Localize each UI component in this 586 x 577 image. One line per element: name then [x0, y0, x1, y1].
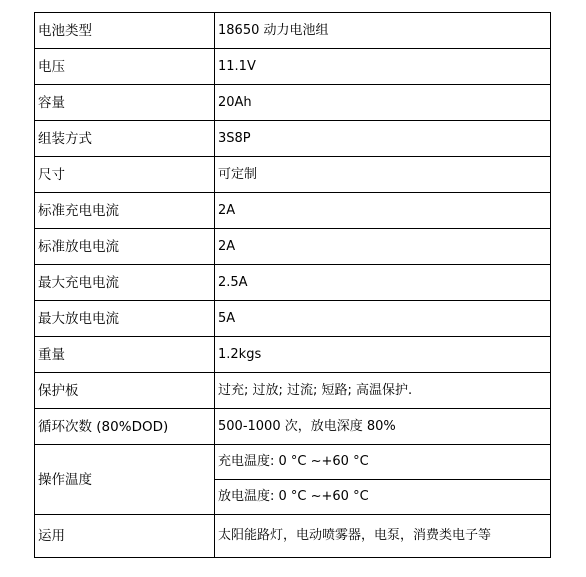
- spec-table-body: [35, 13, 551, 558]
- table-row: [35, 515, 551, 558]
- table-row: [35, 373, 551, 409]
- table-row: [35, 157, 551, 193]
- row-label-max-discharge-current: 最大放电电流: [35, 301, 215, 337]
- table-row: [35, 337, 551, 373]
- row-value-max-discharge-current: 5A: [215, 301, 551, 337]
- row-value-max-charge-current: 2.5A: [215, 265, 551, 301]
- row-value-assembly: 3S8P: [215, 121, 551, 157]
- table-row: [35, 301, 551, 337]
- row-value-weight: 1.2kgs: [215, 337, 551, 373]
- table-row: [35, 121, 551, 157]
- row-label-application: 运用: [35, 515, 215, 558]
- table-row: [35, 193, 551, 229]
- row-value-size: 可定制: [215, 157, 551, 193]
- table-row: [35, 13, 551, 49]
- table-row: [35, 265, 551, 301]
- row-label-size: 尺寸: [35, 157, 215, 193]
- row-label-capacity: 容量: [35, 85, 215, 121]
- row-value-cycle-count: 500-1000 次，放电深度 80%: [215, 409, 551, 445]
- row-label-battery-type: 电池类型: [35, 13, 215, 49]
- row-value-battery-type: 18650 动力电池组: [215, 13, 551, 49]
- row-value-capacity: 20Ah: [215, 85, 551, 121]
- row-value-std-charge-current: 2A: [215, 193, 551, 229]
- table-row: [35, 85, 551, 121]
- row-label-operating-temp: 操作温度: [35, 445, 215, 515]
- table-row: [35, 229, 551, 265]
- spec-table: [34, 12, 551, 558]
- row-label-max-charge-current: 最大充电电流: [35, 265, 215, 301]
- row-label-assembly: 组装方式: [35, 121, 215, 157]
- row-label-protection-board: 保护板: [35, 373, 215, 409]
- row-value-application: 太阳能路灯，电动喷雾器，电泵，消费类电子等: [215, 515, 551, 558]
- row-value-std-discharge-current: 2A: [215, 229, 551, 265]
- row-value-discharge-temp: 放电温度: 0 °C ~+60 °C: [215, 480, 551, 515]
- table-row: [35, 409, 551, 445]
- row-label-std-discharge-current: 标准放电电流: [35, 229, 215, 265]
- table-row: [35, 445, 551, 480]
- row-label-std-charge-current: 标准充电电流: [35, 193, 215, 229]
- row-value-protection-board: 过充; 过放; 过流; 短路; 高温保护.: [215, 373, 551, 409]
- table-row: [35, 49, 551, 85]
- row-label-voltage: 电压: [35, 49, 215, 85]
- row-value-voltage: 11.1V: [215, 49, 551, 85]
- row-label-weight: 重量: [35, 337, 215, 373]
- row-label-cycle-count: 循环次数 (80%DOD): [35, 409, 215, 445]
- row-value-charge-temp: 充电温度: 0 °C ~+60 °C: [215, 445, 551, 480]
